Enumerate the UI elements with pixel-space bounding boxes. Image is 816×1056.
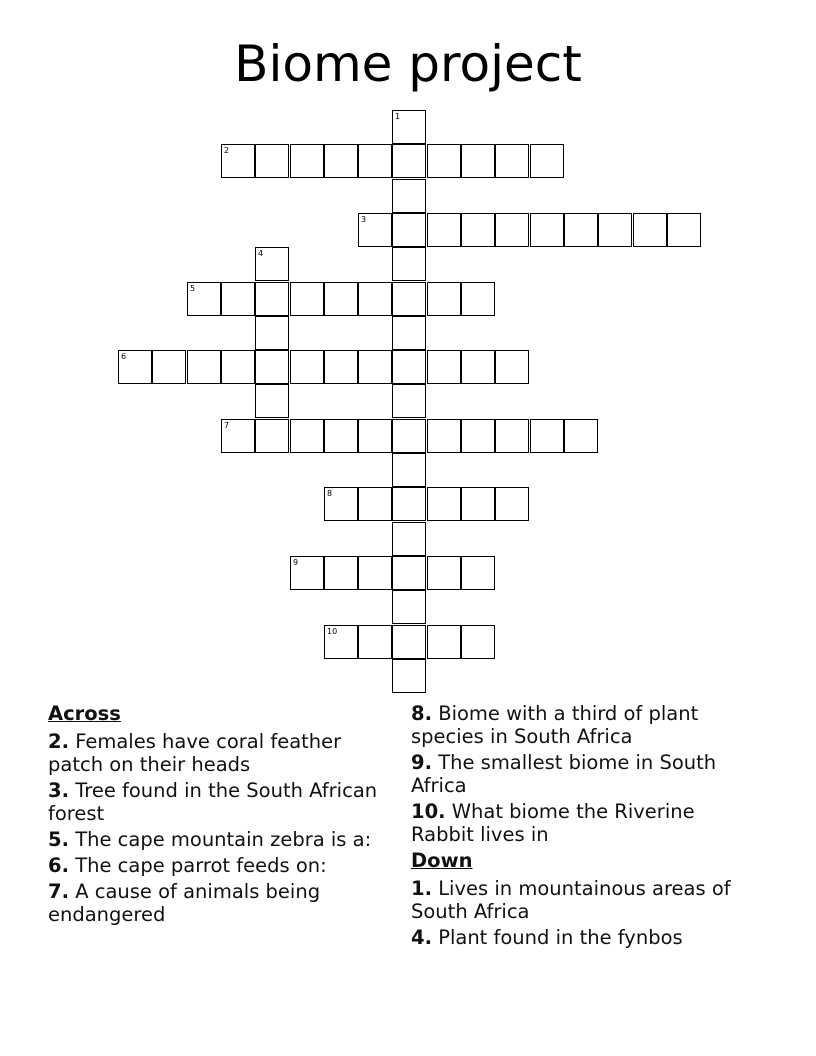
clue-number: 5. <box>48 828 69 851</box>
crossword-cell[interactable] <box>392 487 426 521</box>
clue-number: 4. <box>411 926 432 949</box>
down-clue-1 <box>411 877 751 923</box>
crossword-cell[interactable] <box>221 144 255 178</box>
crossword-cell[interactable] <box>427 282 461 316</box>
cell-number: 10 <box>327 627 338 636</box>
crossword-cell[interactable] <box>290 144 324 178</box>
crossword-cell[interactable] <box>392 556 426 590</box>
crossword-cell[interactable] <box>358 556 392 590</box>
crossword-cell[interactable] <box>290 419 324 453</box>
clue-number: 3. <box>48 779 69 802</box>
crossword-cell[interactable] <box>427 556 461 590</box>
crossword-cell[interactable] <box>324 625 358 659</box>
crossword-cell[interactable] <box>187 282 221 316</box>
down-heading: Down <box>411 849 473 872</box>
crossword-cell[interactable] <box>392 659 426 693</box>
clue-text: A cause of animals being endangered <box>48 880 321 926</box>
crossword-cell[interactable] <box>221 282 255 316</box>
clue-text: Tree found in the South African forest <box>48 779 378 825</box>
crossword-cell[interactable] <box>427 625 461 659</box>
crossword-cell[interactable] <box>324 556 358 590</box>
clue-text: The cape mountain zebra is a: <box>75 828 372 851</box>
clue-text: What biome the Riverine Rabbit lives in <box>411 800 695 846</box>
crossword-cell[interactable] <box>290 282 324 316</box>
crossword-cell[interactable] <box>461 556 495 590</box>
crossword-cell[interactable] <box>495 213 529 247</box>
clue-text: Females have coral feather patch on their heads <box>48 730 342 776</box>
crossword-cell[interactable] <box>118 350 152 384</box>
crossword-cell[interactable] <box>461 625 495 659</box>
cell-number: 9 <box>293 558 299 567</box>
crossword-cell[interactable] <box>255 419 289 453</box>
crossword-cell[interactable] <box>392 522 426 556</box>
crossword-cell[interactable] <box>392 316 426 350</box>
crossword-cell[interactable] <box>461 419 495 453</box>
across-heading: Across <box>48 702 121 725</box>
across-clue-10 <box>411 800 751 846</box>
clue-text: Plant found in the fynbos <box>438 926 683 949</box>
crossword-cell[interactable] <box>427 213 461 247</box>
crossword-cell[interactable] <box>392 247 426 281</box>
crossword-cell[interactable] <box>255 247 289 281</box>
crossword-cell[interactable] <box>461 350 495 384</box>
crossword-cell[interactable] <box>324 419 358 453</box>
crossword-cell[interactable] <box>392 453 426 487</box>
crossword-cell[interactable] <box>427 144 461 178</box>
crossword-cell[interactable] <box>255 316 289 350</box>
across-clue-5 <box>48 828 378 851</box>
crossword-cell[interactable] <box>564 419 598 453</box>
cell-number: 1 <box>395 112 401 121</box>
crossword-cell[interactable] <box>461 282 495 316</box>
crossword-cell[interactable] <box>392 625 426 659</box>
clues-column-right <box>411 702 751 952</box>
cell-number: 3 <box>361 215 367 224</box>
crossword-cell[interactable] <box>392 419 426 453</box>
crossword-cell[interactable] <box>461 144 495 178</box>
clue-text: Biome with a third of plant species in South Africa <box>411 702 699 748</box>
crossword-cell[interactable] <box>392 384 426 418</box>
crossword-cell[interactable] <box>461 487 495 521</box>
clue-number: 1. <box>411 877 432 900</box>
across-clue-9 <box>411 751 751 797</box>
crossword-cell[interactable] <box>392 213 426 247</box>
crossword-cell[interactable] <box>461 213 495 247</box>
across-clue-2 <box>48 730 378 776</box>
clue-number: 8. <box>411 702 432 725</box>
crossword-cell[interactable] <box>427 350 461 384</box>
across-clue-3 <box>48 779 378 825</box>
clue-text: The smallest biome in South Africa <box>411 751 717 797</box>
clue-text: The cape parrot feeds on: <box>75 854 327 877</box>
down-clue-4 <box>411 926 751 949</box>
crossword-cell[interactable] <box>358 487 392 521</box>
crossword-cell[interactable] <box>358 419 392 453</box>
crossword-cell[interactable] <box>255 282 289 316</box>
crossword-cell[interactable] <box>358 144 392 178</box>
crossword-cell[interactable] <box>392 282 426 316</box>
cell-number: 7 <box>224 421 230 430</box>
crossword-cell[interactable] <box>324 282 358 316</box>
crossword-cell[interactable] <box>324 350 358 384</box>
crossword-cell[interactable] <box>530 213 564 247</box>
crossword-cell[interactable] <box>392 590 426 624</box>
clue-number: 7. <box>48 880 69 903</box>
crossword-cell[interactable] <box>530 144 564 178</box>
crossword-cell[interactable] <box>392 110 426 144</box>
crossword-cell[interactable] <box>427 487 461 521</box>
crossword-cell[interactable] <box>427 419 461 453</box>
crossword-cell[interactable] <box>358 350 392 384</box>
page-title: Biome project <box>234 35 582 93</box>
across-clue-8 <box>411 702 751 748</box>
crossword-cell[interactable] <box>392 179 426 213</box>
crossword-cell[interactable] <box>187 350 221 384</box>
crossword-cell[interactable] <box>495 487 529 521</box>
across-clue-7 <box>48 880 378 926</box>
crossword-cell[interactable] <box>358 213 392 247</box>
crossword-cell[interactable] <box>324 144 358 178</box>
crossword-cell[interactable] <box>392 144 426 178</box>
clue-number: 10. <box>411 800 446 823</box>
cell-number: 2 <box>224 146 230 155</box>
cell-number: 4 <box>258 249 264 258</box>
crossword-cell[interactable] <box>358 625 392 659</box>
crossword-cell[interactable] <box>392 350 426 384</box>
cell-number: 6 <box>121 352 127 361</box>
crossword-cell[interactable] <box>290 350 324 384</box>
crossword-cell[interactable] <box>152 350 186 384</box>
clue-text: Lives in mountainous areas of South Africa <box>411 877 731 923</box>
crossword-cell[interactable] <box>221 419 255 453</box>
cell-number: 8 <box>327 489 333 498</box>
crossword-cell[interactable] <box>530 419 564 453</box>
clue-number: 2. <box>48 730 69 753</box>
crossword-cell[interactable] <box>633 213 667 247</box>
crossword-cell[interactable] <box>495 350 529 384</box>
crossword-cell[interactable] <box>495 419 529 453</box>
crossword-cell[interactable] <box>255 350 289 384</box>
clue-number: 9. <box>411 751 432 774</box>
cell-number: 5 <box>190 284 196 293</box>
clue-number: 6. <box>48 854 69 877</box>
crossword-cell[interactable] <box>255 384 289 418</box>
crossword-cell[interactable] <box>564 213 598 247</box>
across-clue-6 <box>48 854 378 877</box>
crossword-cell[interactable] <box>598 213 632 247</box>
crossword-cell[interactable] <box>255 144 289 178</box>
crossword-cell[interactable] <box>358 282 392 316</box>
clues-column-left <box>48 702 378 929</box>
crossword-cell[interactable] <box>221 350 255 384</box>
crossword-cell[interactable] <box>667 213 701 247</box>
crossword-cell[interactable] <box>495 144 529 178</box>
crossword-cell[interactable] <box>324 487 358 521</box>
crossword-cell[interactable] <box>290 556 324 590</box>
